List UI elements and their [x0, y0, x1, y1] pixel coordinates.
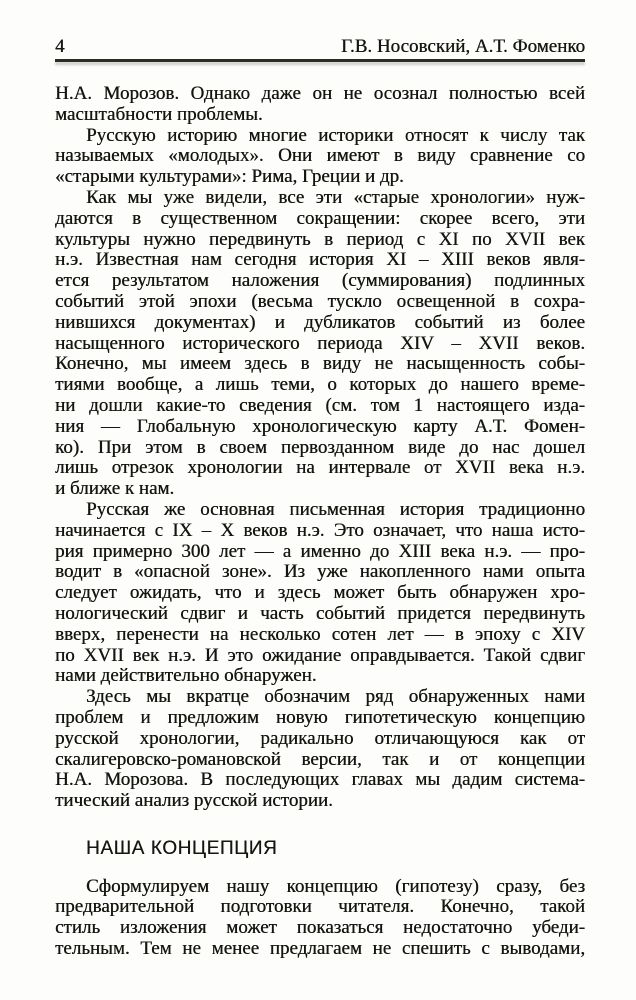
text-line: Русскую историю многие историки относят к числу так	[86, 124, 585, 146]
text-line: тический анализ русской истории.	[55, 790, 333, 812]
text-line: ни дошли какие-то сведения (см. том 1 настоящего изда-	[55, 394, 585, 416]
text-line: водит в «опасной зоне». Из уже накопленного нами опыта	[55, 561, 585, 583]
text-line: Как мы уже видели, все эти «старые хронологии» нуж-	[86, 186, 585, 208]
text-line: Сформулируем нашу концепцию (гипотезу) сразу, без	[86, 875, 585, 897]
text-line: проблем и предложим новую гипотетическую концепцию	[55, 706, 585, 728]
header-rule	[55, 59, 585, 62]
text-line: и ближе к нам.	[55, 478, 175, 500]
text-line: «старыми культурами»: Рима, Греции и др.	[55, 166, 404, 188]
page-number: 4	[55, 36, 65, 57]
paragraph	[55, 500, 585, 687]
text-line: называемых «молодых». Они имеют в виду сравнение со	[55, 145, 585, 167]
text-line: нами действительно обнаружен.	[55, 665, 317, 687]
running-header	[55, 36, 585, 58]
text-line: нологический сдвиг и часть событий придется передвинуть	[55, 602, 585, 624]
text-line: Н.А. Морозова. В последующих главах мы дадим система-	[55, 769, 585, 791]
text-line: вверх, перенести на несколько сотен лет — в эпоху с XIV	[55, 623, 585, 645]
text-line: по XVII век н.э. И это ожидание оправдывается. Такой сдвиг	[55, 644, 585, 666]
paragraph	[55, 126, 585, 188]
text-line: Здесь мы вкратце обозначим ряд обнаруженных нами	[86, 686, 585, 708]
text-line: начинается с IX – X веков н.э. Это означает, что наша исто-	[55, 519, 585, 541]
paragraph	[55, 877, 585, 960]
text-line: нившихся документах) и дубликатов событий из более	[55, 311, 585, 333]
text-line: тиями вообще, а лишь теми, о которых до нашего време-	[55, 374, 585, 396]
text-line: следует ожидать, что и здесь может быть обнаружен хро-	[55, 582, 585, 604]
text-line: н.э. Известная нам сегодня история XI – XIII веков явля-	[55, 249, 585, 271]
text-line: ется результатом наложения (суммирования) подлинных	[55, 270, 585, 292]
text-line: культуры нужно передвинуть в период с XI по XVII век	[55, 228, 585, 250]
text-line: событий этой эпохи (весьма тускло освещенной в сохра-	[55, 290, 585, 312]
text-line: русской хронологии, радикально отличающуюся как от	[55, 727, 585, 749]
text-line: Конечно, мы имеем здесь в виду не насыщенность собы-	[55, 353, 585, 375]
page-body	[55, 84, 585, 960]
text-line: стиль изложения может показаться недостаточно убеди-	[55, 917, 585, 939]
text-line: насыщенного исторического периода XIV – XVII веков.	[55, 332, 585, 354]
text-line: ния — Глобальную хронологическую карту А.Т. Фомен-	[55, 415, 585, 437]
section-heading: НАША КОНЦЕПЦИЯ	[86, 837, 278, 859]
text-line: Русская же основная письменная история традиционно	[86, 498, 585, 520]
paragraph	[55, 687, 585, 812]
text-line: тельным. Тем не менее предлагаем не спешить с выводами,	[55, 938, 585, 960]
text-line: предварительной подготовки читателя. Конечно, такой	[55, 896, 585, 918]
text-line: лишь отрезок хронологии на интервале от XVII века н.э.	[55, 457, 585, 479]
text-line: даются в существенном сокращении: скорее всего, эти	[55, 207, 585, 229]
text-line: ко). При этом в своем первозданном виде до нас дошел	[55, 436, 585, 458]
text-line: рия примерно 300 лет — а именно до XIII века н.э. — про-	[55, 540, 585, 562]
text-line: Н.А. Морозов. Однако даже он не осознал полностью всей	[55, 83, 585, 104]
running-header-title: Г.В. Носовский, А.Т. Фоменко	[341, 36, 585, 57]
text-line: скалигеровско-романовской версии, так и от концепции	[55, 748, 585, 770]
text-line: масштабности проблемы.	[55, 103, 263, 125]
paragraph	[55, 84, 585, 126]
paragraph	[55, 188, 585, 500]
